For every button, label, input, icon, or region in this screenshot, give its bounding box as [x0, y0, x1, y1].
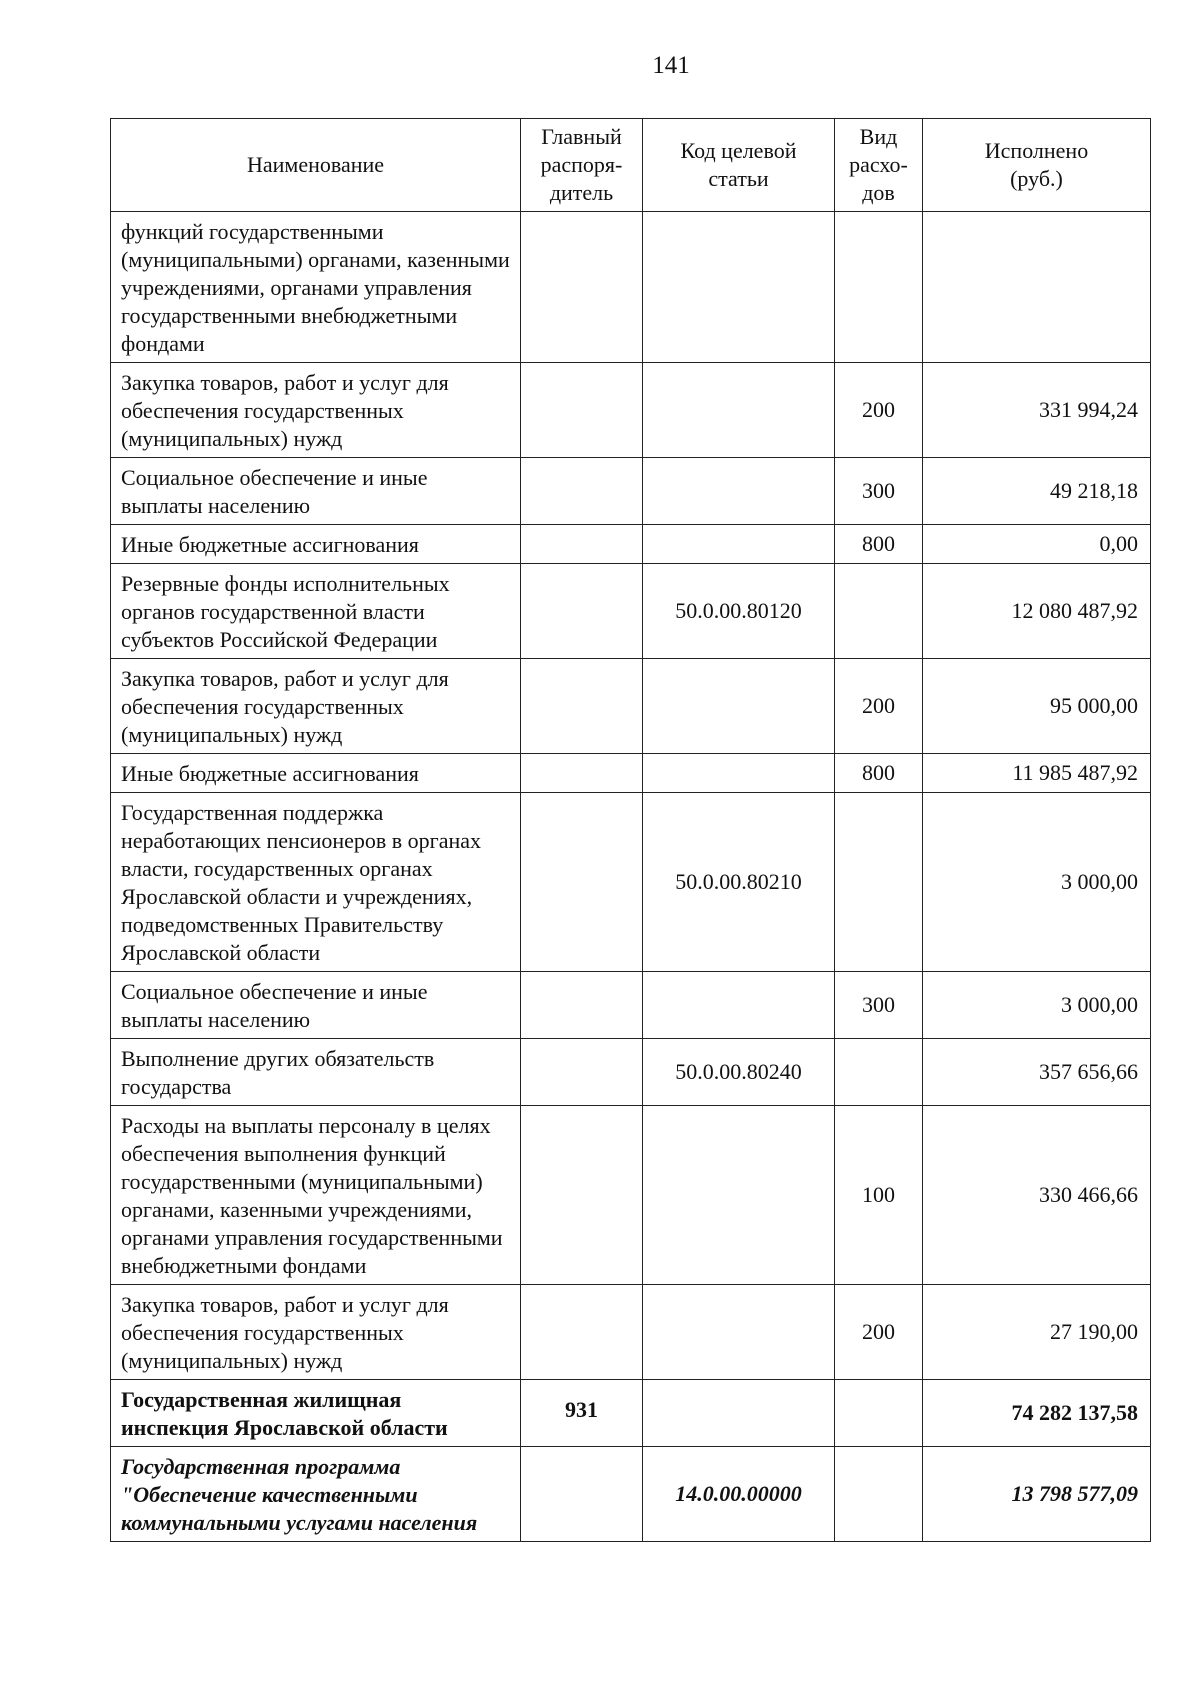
row-amount-cell: 0,00 — [923, 525, 1151, 564]
row-expense-type-cell: 200 — [835, 1285, 923, 1380]
row-expense-type-cell: 800 — [835, 525, 923, 564]
row-manager-cell — [521, 754, 643, 793]
row-name-cell: Закупка товаров, работ и услуг для обеспечения государственных (муниципальных) нужд — [111, 363, 521, 458]
row-name-cell: Социальное обеспечение и иные выплаты населению — [111, 972, 521, 1039]
row-expense-type-cell: 100 — [835, 1106, 923, 1285]
row-expense-type-cell: 300 — [835, 458, 923, 525]
row-amount-cell: 331 994,24 — [923, 363, 1151, 458]
table-row — [111, 458, 1151, 525]
table-header-row — [111, 119, 1151, 212]
row-manager-cell — [521, 1106, 643, 1285]
header-executed-amount: Исполнено (руб.) — [923, 119, 1151, 212]
header-main-manager: Главный распоря-дитель — [521, 119, 643, 212]
row-name-cell: функций государственными (муниципальными) органами, казенными учреждениями, органами управления государственными внебюджетными фондами — [111, 212, 521, 363]
row-amount-cell: 49 218,18 — [923, 458, 1151, 525]
row-manager-cell — [521, 1039, 643, 1106]
row-manager-cell — [521, 212, 643, 363]
row-manager-cell — [521, 793, 643, 972]
table-row — [111, 1380, 1151, 1447]
row-manager-cell: 931 — [521, 1380, 643, 1447]
row-amount-cell: 3 000,00 — [923, 972, 1151, 1039]
table-row — [111, 564, 1151, 659]
row-name-cell: Выполнение других обязательств государства — [111, 1039, 521, 1106]
row-code-cell — [643, 1106, 835, 1285]
table-row — [111, 1447, 1151, 1542]
table-row — [111, 212, 1151, 363]
row-manager-cell — [521, 1285, 643, 1380]
row-amount-cell: 3 000,00 — [923, 793, 1151, 972]
budget-execution-table — [110, 118, 1151, 1542]
row-name-cell: Закупка товаров, работ и услуг для обеспечения государственных (муниципальных) нужд — [111, 1285, 521, 1380]
row-amount-cell: 357 656,66 — [923, 1039, 1151, 1106]
row-code-cell: 50.0.00.80120 — [643, 564, 835, 659]
row-name-cell: Иные бюджетные ассигнования — [111, 754, 521, 793]
row-manager-cell — [521, 564, 643, 659]
row-manager-cell — [521, 525, 643, 564]
row-amount-cell: 95 000,00 — [923, 659, 1151, 754]
row-expense-type-cell: 800 — [835, 754, 923, 793]
row-manager-cell — [521, 363, 643, 458]
table-row — [111, 363, 1151, 458]
row-name-cell: Закупка товаров, работ и услуг для обеспечения государственных (муниципальных) нужд — [111, 659, 521, 754]
row-amount-cell: 12 080 487,92 — [923, 564, 1151, 659]
row-expense-type-cell — [835, 564, 923, 659]
row-amount-cell: 27 190,00 — [923, 1285, 1151, 1380]
row-amount-cell: 11 985 487,92 — [923, 754, 1151, 793]
row-code-cell — [643, 212, 835, 363]
row-expense-type-cell: 200 — [835, 363, 923, 458]
row-expense-type-cell — [835, 212, 923, 363]
table-row — [111, 525, 1151, 564]
row-code-cell — [643, 525, 835, 564]
row-name-cell: Расходы на выплаты персоналу в целях обеспечения выполнения функций государственными (муниципальными) органами, казенными учреждениями, органами управления государственными внебюджетными фондами — [111, 1106, 521, 1285]
row-code-cell — [643, 754, 835, 793]
row-amount-cell: 330 466,66 — [923, 1106, 1151, 1285]
table-row — [111, 1039, 1151, 1106]
row-manager-cell — [521, 458, 643, 525]
row-code-cell — [643, 363, 835, 458]
table-row — [111, 1106, 1151, 1285]
row-code-cell — [643, 1380, 835, 1447]
header-expense-type: Вид расхо-дов — [835, 119, 923, 212]
row-expense-type-cell — [835, 1447, 923, 1542]
row-code-cell — [643, 659, 835, 754]
row-amount-cell: 13 798 577,09 — [923, 1447, 1151, 1542]
row-code-cell — [643, 458, 835, 525]
row-name-cell: Государственная программа "Обеспечение качественными коммунальными услугами населения — [111, 1447, 521, 1542]
row-manager-cell — [521, 659, 643, 754]
row-amount-cell — [923, 212, 1151, 363]
row-expense-type-cell: 200 — [835, 659, 923, 754]
row-code-cell: 50.0.00.80240 — [643, 1039, 835, 1106]
row-code-cell: 14.0.00.00000 — [643, 1447, 835, 1542]
row-expense-type-cell — [835, 1039, 923, 1106]
header-target-code: Код целевой статьи — [643, 119, 835, 212]
row-name-cell: Государственная поддержка неработающих пенсионеров в органах власти, государственных органах Ярославской области и учреждениях, подведомственных Правительству Ярославской области — [111, 793, 521, 972]
row-amount-cell: 74 282 137,58 — [923, 1380, 1151, 1447]
row-name-cell: Социальное обеспечение и иные выплаты населению — [111, 458, 521, 525]
table-row — [111, 793, 1151, 972]
table-row — [111, 754, 1151, 793]
row-name-cell: Резервные фонды исполнительных органов государственной власти субъектов Российской Федерации — [111, 564, 521, 659]
row-name-cell: Иные бюджетные ассигнования — [111, 525, 521, 564]
row-code-cell — [643, 972, 835, 1039]
table-body — [111, 212, 1151, 1542]
table-row — [111, 1285, 1151, 1380]
table-row — [111, 972, 1151, 1039]
row-expense-type-cell — [835, 1380, 923, 1447]
row-expense-type-cell: 300 — [835, 972, 923, 1039]
row-expense-type-cell — [835, 793, 923, 972]
page-number: 141 — [652, 52, 690, 79]
row-manager-cell — [521, 1447, 643, 1542]
row-name-cell: Государственная жилищная инспекция Ярославской области — [111, 1380, 521, 1447]
row-code-cell: 50.0.00.80210 — [643, 793, 835, 972]
header-name: Наименование — [111, 119, 521, 212]
row-code-cell — [643, 1285, 835, 1380]
table-row — [111, 659, 1151, 754]
row-manager-cell — [521, 972, 643, 1039]
